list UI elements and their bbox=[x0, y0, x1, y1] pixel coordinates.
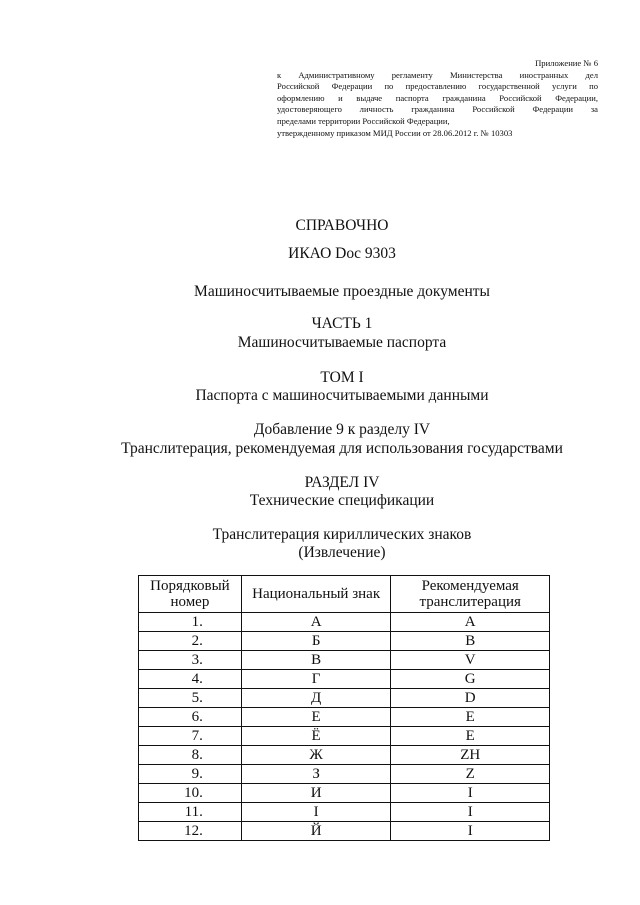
national-char-cell: Е bbox=[241, 708, 391, 727]
header-number-line: номер bbox=[170, 594, 210, 610]
annex-line: оформлению и выдаче паспорта гражданина Российской Федерации, bbox=[277, 92, 598, 103]
transliteration-cell: D bbox=[391, 689, 550, 708]
table-row bbox=[139, 803, 550, 822]
part-title: Машиносчитываемые паспорта bbox=[237, 334, 447, 351]
transliteration-cell: A bbox=[391, 613, 550, 632]
table-row bbox=[139, 613, 550, 632]
table-body bbox=[139, 613, 550, 841]
transliteration-cell: ZH bbox=[391, 746, 550, 765]
table-row bbox=[139, 727, 550, 746]
row-number-cell: 4. bbox=[139, 670, 242, 689]
table-row bbox=[139, 632, 550, 651]
reference-label: СПРАВОЧНО bbox=[295, 217, 389, 234]
addendum-heading: Добавление 9 к разделу IV bbox=[253, 421, 431, 438]
transliteration-cell: G bbox=[391, 670, 550, 689]
transliteration-cell: E bbox=[391, 727, 550, 746]
row-number-cell: 9. bbox=[139, 765, 242, 784]
table-row bbox=[139, 784, 550, 803]
table-title: Транслитерация кириллических знаков bbox=[212, 526, 472, 543]
annex-line: Российской Федерации по предоставлению государственной услуги по bbox=[277, 81, 598, 92]
row-number-cell: 11. bbox=[139, 803, 242, 822]
table-row bbox=[139, 689, 550, 708]
transliteration-cell: I bbox=[391, 822, 550, 841]
row-number-cell: 2. bbox=[139, 632, 242, 651]
annex-title: Приложение № 6 bbox=[535, 58, 598, 68]
national-char-cell: З bbox=[241, 765, 391, 784]
table-subtitle: (Извлечение) bbox=[298, 544, 386, 561]
row-number-cell: 8. bbox=[139, 746, 242, 765]
addendum-title: Транслитерация, рекомендуемая для использования государствами bbox=[121, 440, 563, 457]
table-row bbox=[139, 670, 550, 689]
national-char-cell: А bbox=[241, 613, 391, 632]
transliteration-cell: I bbox=[391, 803, 550, 822]
volume-title: Паспорта с машиносчитываемыми данными bbox=[195, 387, 489, 404]
transliteration-cell: B bbox=[391, 632, 550, 651]
header-number bbox=[139, 576, 242, 613]
document-title: Машиносчитываемые проездные документы bbox=[194, 283, 490, 300]
national-char-cell: Б bbox=[241, 632, 391, 651]
section-heading: РАЗДЕЛ IV bbox=[304, 474, 380, 491]
annex-reference-block bbox=[277, 58, 598, 139]
annex-line: утвержденному приказом МИД России от 28.06.2012 г. № 10303 bbox=[277, 127, 513, 138]
national-char-cell: И bbox=[241, 784, 391, 803]
header-recommended bbox=[391, 576, 550, 613]
row-number-cell: 3. bbox=[139, 651, 242, 670]
transliteration-cell: Z bbox=[391, 765, 550, 784]
row-number-cell: 5. bbox=[139, 689, 242, 708]
table-row bbox=[139, 822, 550, 841]
national-char-cell: Й bbox=[241, 822, 391, 841]
national-char-cell: І bbox=[241, 803, 391, 822]
national-char-cell: Г bbox=[241, 670, 391, 689]
table-header-row bbox=[139, 576, 550, 613]
header-number-line: Порядковый bbox=[150, 578, 230, 594]
header-recommended-line: транслитерация bbox=[419, 594, 521, 610]
national-char-cell: Д bbox=[241, 689, 391, 708]
national-char-cell: Ж bbox=[241, 746, 391, 765]
icao-doc-label: ИКАО Doc 9303 bbox=[288, 245, 396, 262]
annex-line: удостоверяющего личность гражданина Российской Федерации за bbox=[277, 104, 598, 115]
header-recommended-line: Рекомендуемая bbox=[421, 578, 519, 594]
part-heading: ЧАСТЬ 1 bbox=[311, 315, 373, 332]
row-number-cell: 6. bbox=[139, 708, 242, 727]
table-row bbox=[139, 746, 550, 765]
table-row bbox=[139, 765, 550, 784]
transliteration-cell: V bbox=[391, 651, 550, 670]
annex-line: к Административному регламенту Министерства иностранных дел bbox=[277, 69, 598, 80]
row-number-cell: 12. bbox=[139, 822, 242, 841]
row-number-cell: 10. bbox=[139, 784, 242, 803]
national-char-cell: Ё bbox=[241, 727, 391, 746]
transliteration-cell: E bbox=[391, 708, 550, 727]
section-title: Технические спецификации bbox=[249, 492, 435, 509]
table-row bbox=[139, 651, 550, 670]
row-number-cell: 1. bbox=[139, 613, 242, 632]
row-number-cell: 7. bbox=[139, 727, 242, 746]
transliteration-table bbox=[138, 575, 550, 841]
annex-line: пределами территории Российской Федерации, bbox=[277, 115, 450, 126]
transliteration-cell: I bbox=[391, 784, 550, 803]
table-row bbox=[139, 708, 550, 727]
header-national-char: Национальный знак bbox=[241, 576, 391, 613]
national-char-cell: В bbox=[241, 651, 391, 670]
volume-heading: ТОМ I bbox=[320, 369, 364, 386]
